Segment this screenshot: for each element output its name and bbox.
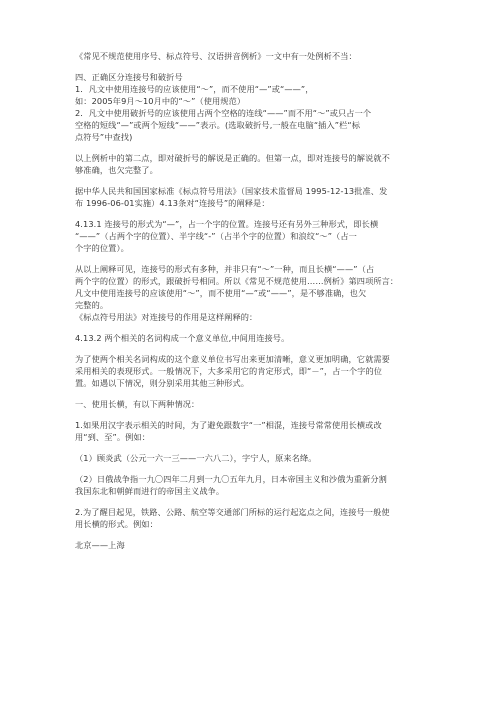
example-route: 北京——上海 bbox=[75, 540, 125, 550]
explanation-paragraph: 为了使两个相关名词构成的这个意义单位书写出来更加清晰，意义更加明确，它就需要 采用相关的表现形式。一般情况下，大多采用它的肯定形式，即“－”，占一个字的位 置。如遇以下情况，则分别采用其他三种形式。 bbox=[75, 354, 390, 388]
example-2: （2）日俄战争指一九〇四年二月到一九〇五年九月，日本帝国主义和沙俄为重新分割 我国东北和朝鲜而进行的帝国主义战争。 bbox=[75, 474, 387, 496]
case-2-paragraph: 2.为了醒目起见，铁路、公路、航空等交通部门所标的运行起迄点之间，连接号一般使 用长横的形式。例如： bbox=[75, 507, 390, 529]
quoted-item-2: 2．凡文中使用破折号的应该使用占两个空格的连线“——”而不用“～”或只占一个 空格的短线“—”或两个短线“——”表示。(选取破折号,一般在电脑“插入”栏“标 点符号”中查找) bbox=[75, 108, 372, 142]
example-1: （1）顾炎武（公元一六一三——一六八二），字宁人，原来名绛。 bbox=[75, 453, 317, 463]
clause-4-13-1: 4.13.1 连接号的形式为“—”，占一个字的位置。连接号还有另外三种形式，即长横 “——”（占两个字的位置）、半字线“-”（占半个字的位置）和浪纹“～”（占一 个字的位置）。 bbox=[75, 219, 379, 253]
analysis-paragraph: 以上例析中的第二点，即对破折号的解说是正确的。但第一点，即对连接号的解说就不 够准确，也欠完整了。 bbox=[75, 153, 390, 175]
case-1-paragraph: 1.如果用汉字表示相关的时间，为了避免跟数字“一”相混，连接号常常使用长横或改 用“到、至”。例如： bbox=[75, 420, 382, 442]
intro-paragraph: 《常见不规范使用序号、标点符号、汉语拼音例析》一文中有一处例析不当： bbox=[75, 51, 357, 61]
standard-reference: 据中华人民共和国国家标准《标点符号用法》（国家技术监督局 1995-12-13批准、发 布 1996-06-01实施）4.13条对“连接号”的阐释是： bbox=[75, 186, 388, 208]
usage-intro: 《标点符号用法》对连接号的作用是这样阐释的： bbox=[75, 312, 258, 322]
section-heading: 四、正确区分连接号和破折号 bbox=[75, 72, 183, 82]
conclusion-paragraph: 从以上阐释可见，连接号的形式有多种，并非只有“～”一种，而且长横“——”（占 两个字的位置）的形式，跟破折号相同。所以《常见不规范使用……例析》第四项所言： 凡文中使用连接号的应该使用“～”，而不使用“—”或“——”，是不够准确，也欠 完整的。 bbox=[75, 264, 399, 310]
clause-4-13-2: 4.13.2 两个相关的名词构成一个意义单位,中间用连接号。 bbox=[75, 333, 290, 343]
long-dash-heading: 一、使用长横，有以下两种情况： bbox=[75, 399, 200, 409]
quoted-item-1: 1．凡文中使用连接号的应该使用“～”，而不使用“—”或“——”， 如：2005年9月～10月中的“～”（使用规范） bbox=[75, 84, 314, 106]
